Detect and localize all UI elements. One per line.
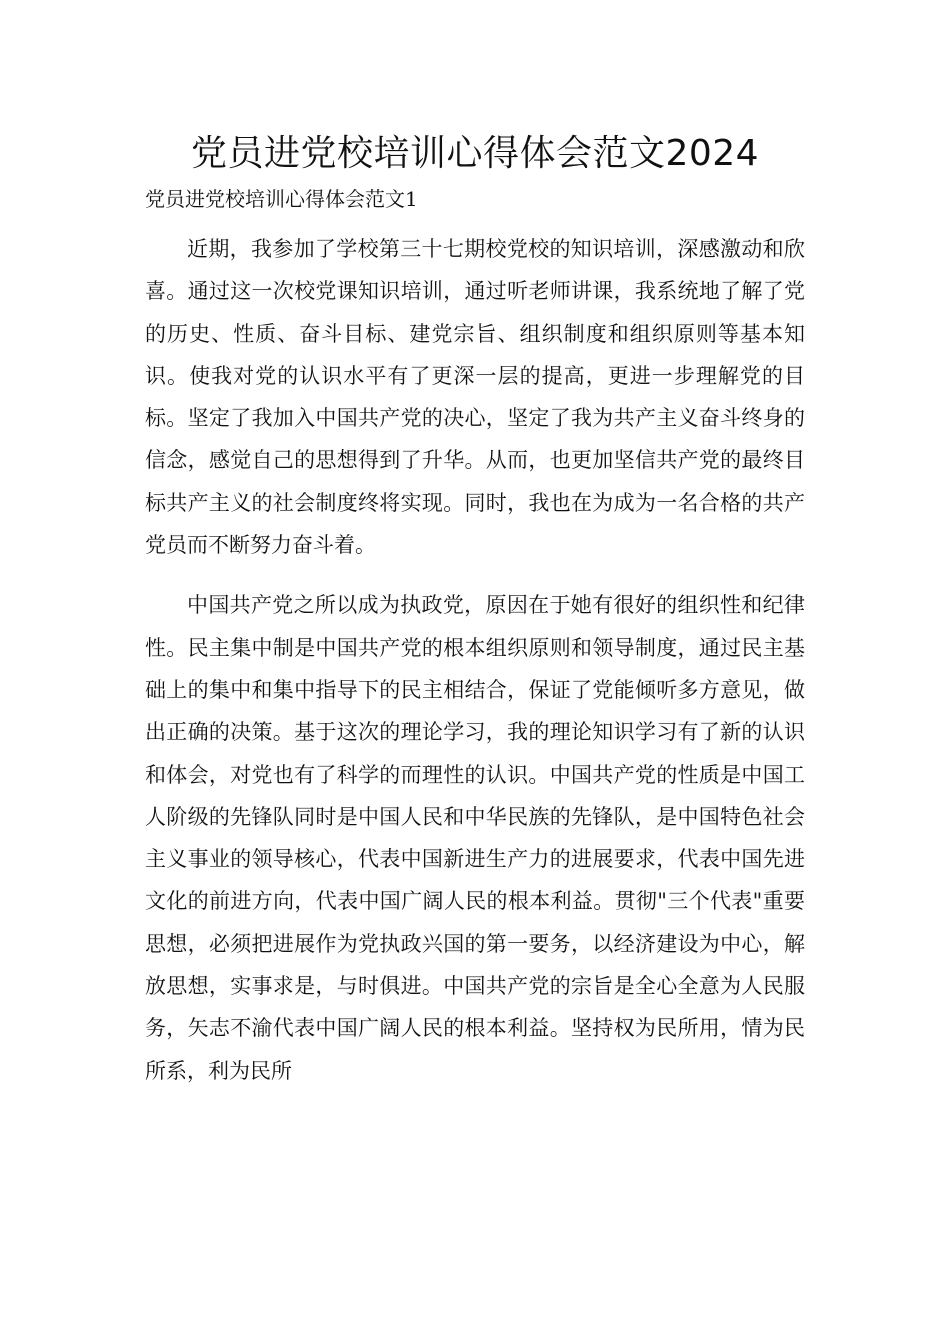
paragraph-1: 近期，我参加了学校第三十七期校党校的知识培训，深感激动和欣喜。通过这一次校党课知识培训，通过听老师讲课，我系统地了解了党的历史、性质、奋斗目标、建党宗旨、组织制度和组织原则等基本知识。使我对党的认识水平有了更深一层的提高，更进一步理解党的目标。坚定了我加入中国共产党的决心，坚定了我为共产主义奋斗终身的信念，感觉自己的思想得到了升华。从而，也更加坚信共产党的最终目标共产主义的社会制度终将实现。同时，我也在为成为一名合格的共产党员而不断努力奋斗着。 bbox=[145, 237, 805, 558]
document-title: 党员进党校培训心得体会范文2024 bbox=[190, 133, 760, 174]
paragraph-2: 中国共产党之所以成为执政党，原因在于她有很好的组织性和纪律性。民主集中制是中国共产党的根本组织原则和领导制度，通过民主基础上的集中和集中指导下的民主相结合，保证了党能倾听多方意见，做出正确的决策。基于这次的理论学习，我的理论知识学习有了新的认识和体会，对党也有了科学的而理性的认识。中国共产党的性质是中国工人阶级的先锋队同时是中国人民和中华民族的先锋队，是中国特色社会主义事业的领导核心，代表中国新进生产力的进展要求，代表中国先进文化的前进方向，代表中国广阔人民的根本利益。贯彻"三个代表"重要思想，必须把进展作为党执政兴国的第一要务，以经济建设为中心，解放思想，实事求是，与时俱进。中国共产党的宗旨是全心全意为人民服务，矢志不渝代表中国广阔人民的根本利益。坚持权为民所用，情为民所系，利为民所 bbox=[145, 593, 805, 1083]
document-subtitle: 党员进党校培训心得体会范文1 bbox=[145, 187, 418, 211]
document-body bbox=[145, 228, 805, 1092]
